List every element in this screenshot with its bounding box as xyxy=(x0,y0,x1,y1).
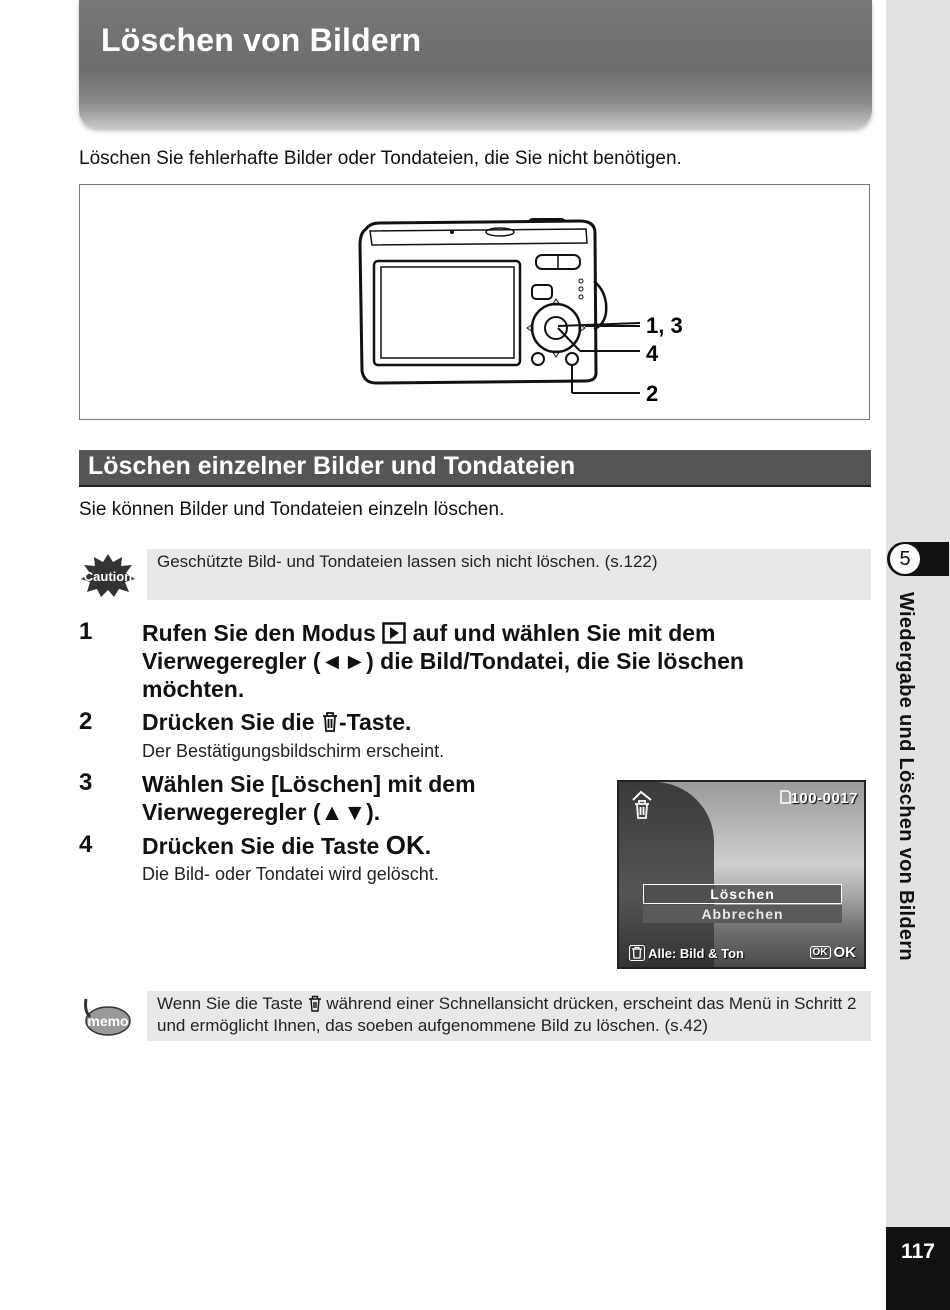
section-subtitle: Sie können Bilder und Tondateien einzeln löschen. xyxy=(79,499,505,520)
memo-text-b: während einer Schnellansicht drücken, erscheint das Menü in Schritt 2 und ermöglicht Ihnen, das soeben aufgenommene Bild zu löschen. (s.42) xyxy=(157,994,857,1035)
step-1-text-b: auf und wählen Sie mit dem xyxy=(412,620,716,646)
memo-badge-text: memo xyxy=(87,1013,129,1029)
delete-mode-icon xyxy=(629,790,657,820)
lcd-screen xyxy=(617,780,866,969)
callout-4: 4 xyxy=(646,341,659,366)
memory-card-icon xyxy=(780,790,791,804)
ok-hint xyxy=(810,944,857,961)
step-2-text-b: -Taste. xyxy=(338,709,412,735)
step-3-number: 3 xyxy=(79,769,93,796)
step-2-title xyxy=(142,708,411,736)
section-heading: Löschen einzelner Bilder und Tondateien xyxy=(79,450,871,487)
camera-back-illustration xyxy=(80,185,869,419)
caution-text: Geschützte Bild- und Tondateien lassen sich nicht löschen. (s.122) xyxy=(157,552,658,571)
delete-all-hint xyxy=(629,945,744,961)
left-right-arrows-icon: ◄► xyxy=(320,648,367,674)
callout-2: 2 xyxy=(646,381,659,406)
menu-option-cancel[interactable]: Abbrechen xyxy=(643,905,842,923)
file-number xyxy=(780,790,858,807)
trash-icon-small xyxy=(629,945,645,961)
callout-1-3: 1, 3 xyxy=(646,313,683,338)
trash-icon xyxy=(321,711,339,733)
caution-icon xyxy=(80,552,136,598)
step-3-title xyxy=(142,770,476,826)
memo-note xyxy=(147,991,871,1041)
intro-text: Löschen Sie fehlerhafte Bilder oder Tondateien, die Sie nicht benötigen. xyxy=(79,148,682,169)
step-1-text-e: möchten. xyxy=(142,676,245,702)
step-3-text-a: Wählen Sie [Löschen] mit dem xyxy=(142,771,476,797)
menu-option-delete[interactable]: Löschen xyxy=(643,884,842,904)
title-banner xyxy=(79,0,872,128)
step-1-text-c: Vierwegeregler ( xyxy=(142,648,321,674)
camera-diagram-frame xyxy=(79,184,870,420)
file-number-text: 100-0017 xyxy=(790,790,858,807)
ok-hint-text: OK xyxy=(833,944,856,961)
step-1-title xyxy=(142,619,842,703)
ok-chip: OK xyxy=(810,946,831,959)
memo-text-a: Wenn Sie die Taste xyxy=(157,994,303,1013)
caution-badge-text: Caution xyxy=(83,569,133,584)
trash-icon-memo xyxy=(308,995,322,1012)
step-4-title xyxy=(142,831,431,860)
chapter-title: Wiedergabe und Löschen von Bildern xyxy=(895,592,917,961)
ok-button-label: OK xyxy=(385,830,425,860)
step-2-description: Der Bestätigungsbildschirm erscheint. xyxy=(142,741,445,761)
step-3-text-c: ). xyxy=(366,799,381,825)
step-2-number: 2 xyxy=(79,708,93,735)
step-1-number: 1 xyxy=(79,618,93,645)
step-4-description: Die Bild- oder Tondatei wird gelöscht. xyxy=(142,864,439,884)
step-4-text-b: . xyxy=(424,833,432,859)
memo-icon xyxy=(80,995,132,1039)
step-3-text-b: Vierwegeregler ( xyxy=(142,799,321,825)
step-1-text-a: Rufen Sie den Modus xyxy=(142,620,376,646)
step-2-text-a: Drücken Sie die xyxy=(142,709,315,735)
up-down-arrows-icon: ▲▼ xyxy=(320,799,367,825)
chapter-number: 5 xyxy=(890,544,920,574)
step-1-text-d: ) die Bild/Tondatei, die Sie löschen xyxy=(366,648,744,674)
step-4-text-a: Drücken Sie die Taste xyxy=(142,833,380,859)
page-number: 117 xyxy=(901,1240,935,1263)
playback-mode-icon xyxy=(382,622,406,644)
page-title: Löschen von Bildern xyxy=(101,22,422,58)
step-4-number: 4 xyxy=(79,831,93,858)
caution-note xyxy=(147,549,871,600)
delete-all-hint-text: Alle: Bild & Ton xyxy=(648,946,744,961)
